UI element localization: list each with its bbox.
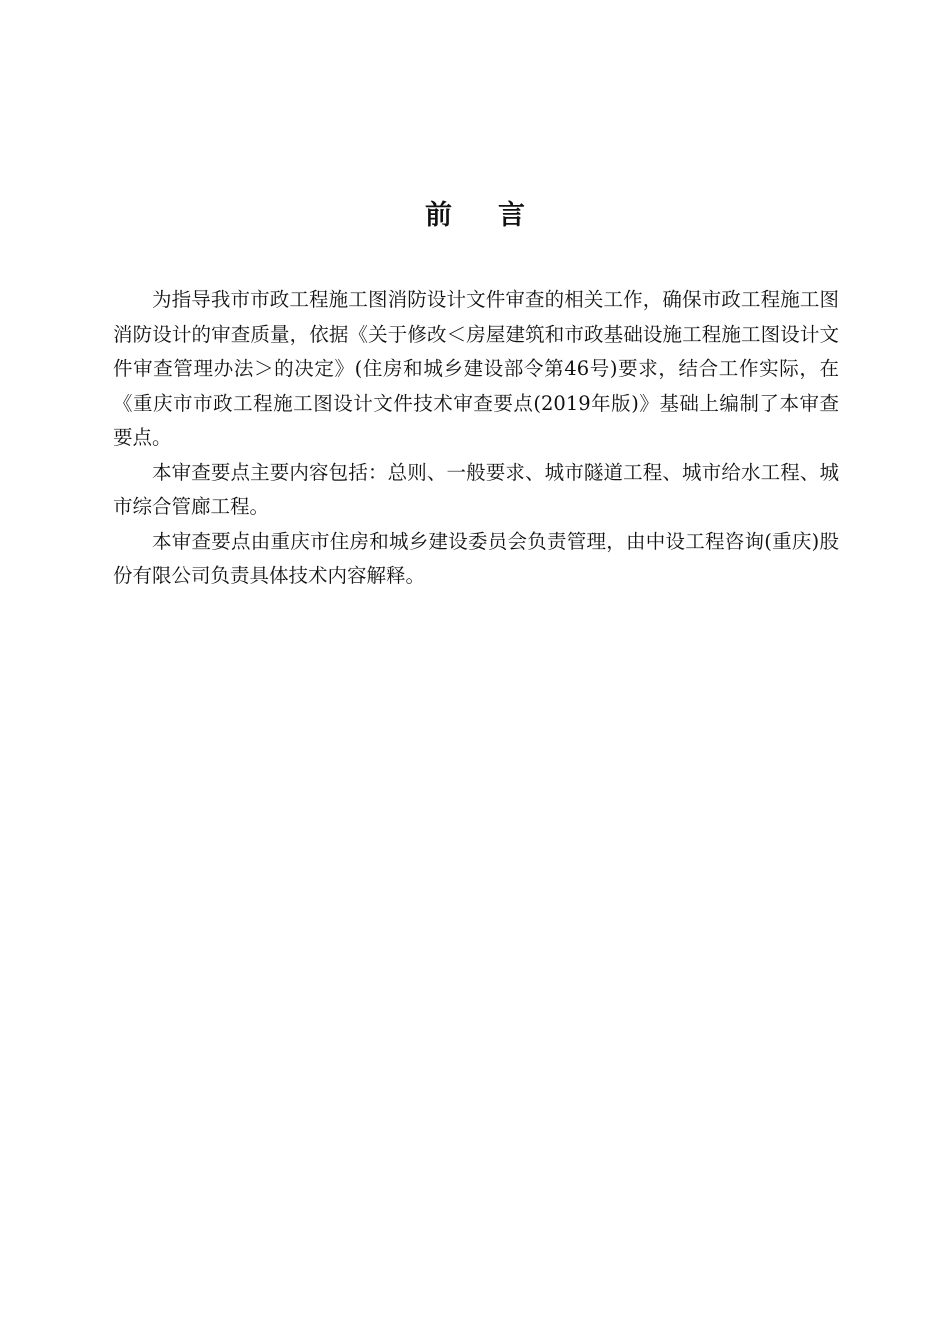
paragraph: 为指导我市市政工程施工图消防设计文件审查的相关工作，确保市政工程施工图消防设计的审查质量，依据《关于修改＜房屋建筑和市政基础设施工程施工图设计文件审查管理办法＞的决定》(住房和城乡建设部令第46号)要求，结合工作实际，在《重庆市市政工程施工图设计文件技术审查要点(2019年版)》基础上编制了本审查要点。	[113, 288, 839, 449]
title-char: 前	[425, 200, 452, 231]
preface-body	[113, 283, 839, 594]
paragraph: 本审查要点由重庆市住房和城乡建设委员会负责管理，由中设工程咨询(重庆)股份有限公司负责具体技术内容解释。	[113, 529, 839, 587]
page-title	[0, 196, 950, 236]
title-char: 言	[498, 200, 525, 231]
paragraph: 本审查要点主要内容包括：总则、一般要求、城市隧道工程、城市给水工程、城市综合管廊工程。	[113, 460, 839, 518]
